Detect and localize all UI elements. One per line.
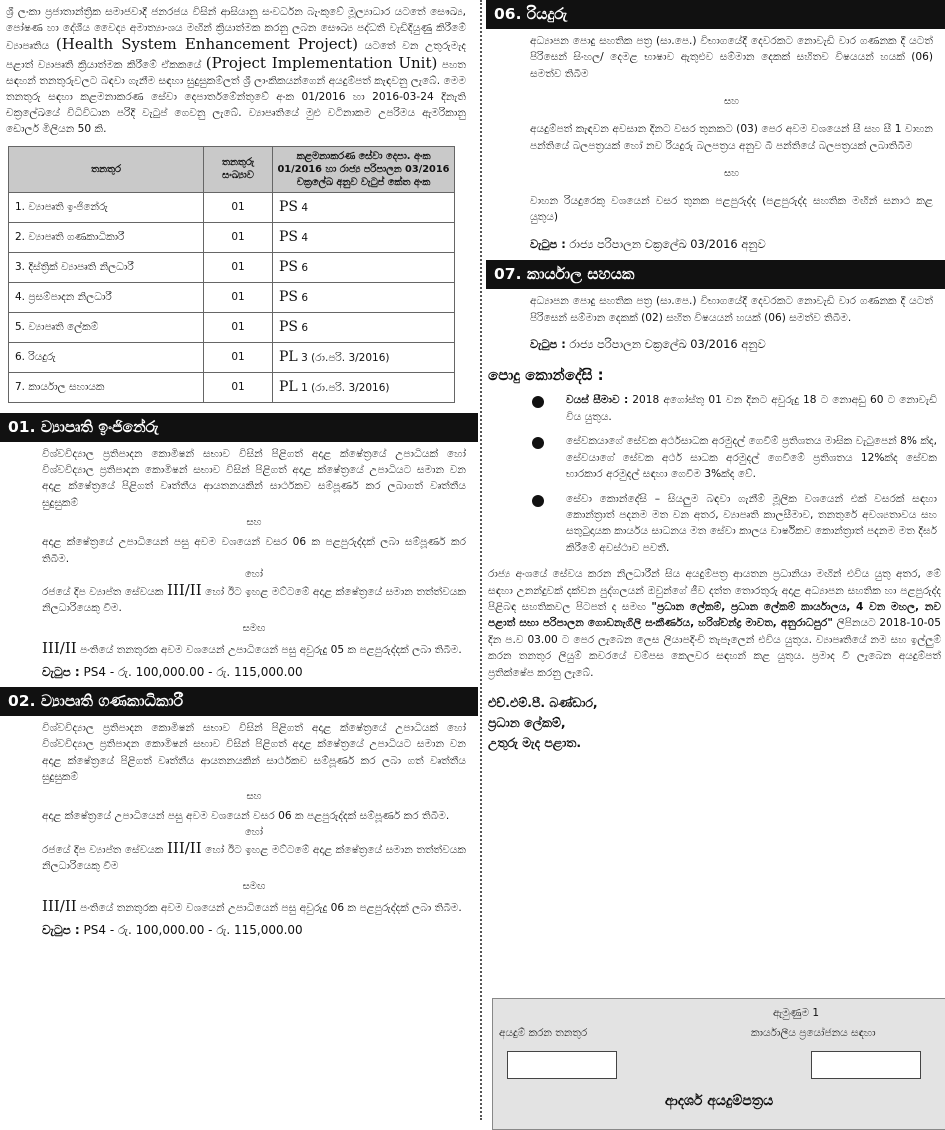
s01-grade: III/II <box>166 581 202 600</box>
header-count: තනතුරු සංඛ්‍යාව <box>204 146 273 192</box>
condition-service <box>486 491 945 557</box>
s06-license: අයදුම්පත් කැඳවන අවසාන දිනට වසර තුනකට (03) පෙර අවම වශයෙන් සී සහ සී 1 වාහන පන්තියේ බලපත්‍රයක් හෝ නව රියදුරු බලපත්‍රය අනුව බී පන්තියේ බලපත්‍රයක් ලබාතිබීම <box>530 123 933 152</box>
s07-salary-label: වැටුප : <box>530 337 566 352</box>
submission-address: "ප්‍රධාන ලේකම්, ප්‍රධාන ලේකම් කාර්යාලය, 4 වන මහල, නව පළාත් සභා පරිපාලන ගොඩනැගිලි සංකීර්ණය, හරිශ්චන්ද්‍ර මාවත, අනුරාධපුර" <box>488 600 942 630</box>
salary-code-step: 3 <box>301 352 308 365</box>
s02-with: සමඟ <box>242 880 266 892</box>
intro-text-a: ශ්‍රී ලංකා ප්‍රජාතාන්ත්‍රික සමාජවාදී ජනරජය විසින් ආසියානු සංවර්ධන බැංකුවේ මූල්‍යාධාර යටතේ සෞඛ්‍ය, පෝෂණ හා දේශීය වෛද්‍ය අමාත්‍යාංශය මඟින් ක්‍රියාත්මක කරනු ලබන සෞඛ්‍ය පද්ධති වැඩිදියුණු කිරීමේ ව්‍යාපෘතිය <box>6 6 466 53</box>
post-count: 01 <box>204 222 273 252</box>
salary-code <box>273 252 455 282</box>
signatory-province: උතුරු මැද පළාත. <box>488 734 582 750</box>
left-column <box>0 0 478 938</box>
column-divider <box>480 0 482 1120</box>
post-name: 4. ප්‍රසම්පාදන නිලධාරී <box>9 282 204 312</box>
post-count: 01 <box>204 372 273 402</box>
s02-qualification: විශ්වවිද්‍යාල ප්‍රතිපාදන කොමිෂන් සභාව විසින් පිළිගත් අදාළ ක්ෂේත්‍රයේ උපාධියක් හෝ විශ්වවිද්‍යාල ප්‍රතිපාදන කොමිෂන් සභාව විසින් පිළිගත් අදාළ ක්ෂේත්‍රයේ උපාධියට සමාන වන අදාළ ක්ෂේත්‍රයේ පිළිගත් වෘත්තීය ආයතනයකින් සාර්ථකව සම්පූර්ණ කර ලබා ගත් වෘත්තීය සුදුසුකම් <box>42 721 466 783</box>
s06-salary-label: වැටුප : <box>530 236 566 251</box>
condition-epf <box>486 433 945 482</box>
form-title: ආදර්ශ අයදුම්පත්‍රය <box>664 1093 774 1109</box>
post-count: 01 <box>204 312 273 342</box>
post-count: 01 <box>204 342 273 372</box>
submission-text-a: රාජ්‍ය අංශයේ සේවය කරන නිලධාරීන් සිය අයදුම්පත්‍ර ආයතන ප්‍රධානියා මඟින් එවිය යුතු අතර, මේ සඳහා උනන්දුවක් දක්වන පුද්ගලයන් ඔවුන්ගේ ජීව දත්ත තොරතුරු අදාළ අධ්‍යාපන සහතික හා පළපුරුද්ද පිළිබඳ සහතිකවල පිටපත් ද සමඟ <box>488 568 941 613</box>
s02-officer-a: රජයේ දිප ව්‍යාප්ත සේවයක <box>42 843 164 856</box>
post-applied-field[interactable] <box>507 1051 617 1079</box>
posts-table <box>8 146 455 403</box>
s02-and: සහ <box>246 791 262 803</box>
table-header-row <box>9 146 455 192</box>
table-row <box>9 312 455 342</box>
post-name: 1. ව්‍යාපෘති ඉංජිනේරු <box>9 192 204 222</box>
s01-officer <box>42 582 466 617</box>
table-row <box>9 252 455 282</box>
s02-experience: අදාළ ක්ෂේත්‍රයේ උපාධියෙන් පසු අවම වශයෙන් වසර 06 ක පළපුරුද්දක් සම්පූර්ණ කර තිබීම. <box>42 810 450 823</box>
s01-qualification: විශ්වවිද්‍යාල ප්‍රතිපාදන කොමිෂන් සභාව විසින් පිළිගත් අදාළ ක්ෂේත්‍රයේ උපාධියක් හෝ විශ්වවිද්‍යාල ප්‍රතිපාදන කොමිෂන් සභාව විසින් පිළිගත් අදාළ ක්ෂේත්‍රයේ උපාධියට සමාන වන අදාළ ක්ෂේත්‍රයේ පිළිගත් වෘත්තීය ආයතනයකින් සාර්ථකව සම්පූර්ණ කර ලබාගත් වෘත්තීය සුදුසුකම් <box>42 447 466 509</box>
s07-salary-value: රාජ්‍ය පරිපාලන චක්‍රලේඛ 03/2016 අනුව <box>569 337 766 352</box>
s02-salary-label: වැටුප : <box>42 922 80 937</box>
application-form-box <box>492 998 945 1130</box>
right-column <box>486 0 945 753</box>
section-07-body <box>486 289 945 352</box>
s01-salary-label: වැටුප : <box>42 665 80 680</box>
salary-code <box>273 342 455 372</box>
s07-education: අධ්‍යාපන පොදු සහතික පත්‍ර (සා.පෙ.) විභාගයේදී දෙවරකට නොවැඩි වාර ගණනක දී යටත් පිරිසෙන් සම්මාන දෙකක් (02) සහිත විෂයයන් හයක් (06) සමත්ව තිබීම. <box>530 295 934 324</box>
section-06-header: 06. රියදුරු <box>486 0 945 29</box>
s06-education: අධ්‍යාපන පොදු සහතික පත්‍ර (සා.පෙ.) විභාගයේදී දෙවරකට නොවැඩි වාර ගණනක දී යටත් පිරිසෙන් සිංහල/ දෙමළ භාෂාව ඇතුළුව සම්මාන දෙකක් සහිතව විෂයයන් හයක් (06) සමත්ව තිබීම <box>530 35 934 80</box>
epf-text: සේවකයාගේ සේවක අර්ථසාධක අරමුදල් ගෙවීම් ප්‍රතිශතය මාසික වැටුපෙන් 8% ක්ද, සේවයාගේ සේවක අර්ථ සාධක අරමුදල් ගෙවීමේ ප්‍රතිශතය 12%ක්ද සේවක භාරකාර අරමුදල් සඳහා ගෙවීම 3%ක්ද වේ. <box>566 435 937 481</box>
circular-note: (රා.පරි. 3/2016) <box>311 352 390 365</box>
section-01-header: 01. ව්‍යාපෘති ඉංජිනේරු <box>0 413 478 442</box>
salary-code-prefix: PL <box>279 379 298 396</box>
salary-code-step: 6 <box>301 262 309 275</box>
header-post: තනතුර <box>9 146 204 192</box>
post-name: 7. කාර්යාල සහායක <box>9 372 204 402</box>
salary-code-prefix: PS <box>279 259 299 276</box>
post-count: 01 <box>204 282 273 312</box>
general-conditions-title: පොදු කොන්දේසි : <box>488 366 604 385</box>
bullet-icon <box>532 396 544 408</box>
post-name: 6. රියදුරු <box>9 342 204 372</box>
office-use-label: කාර්යාලීය ප්‍රයෝජනය සඳහා <box>751 1027 876 1039</box>
signature-block <box>486 693 945 753</box>
office-use-field[interactable] <box>811 1051 921 1079</box>
salary-code <box>273 222 455 252</box>
s02-officer-b: හෝ ඊට ඉහළ මට්ටමේ අදාළ ක්ෂේත්‍රයේ සමාන තත්ත්වයක නිලධාරියෙකු වීම <box>42 843 466 873</box>
s02-class-text: පංතියේ තනතුරක අවම වශයෙන් උපාධියෙන් පසු අවුරුදු 06 ක පළපුරුද්දක් ලබා තිබීම. <box>80 901 462 914</box>
s06-and-1: සහ <box>723 96 740 108</box>
s01-officer-a: රජයේ දිප ව්‍යාප්ත සේවයක <box>42 586 164 599</box>
s01-experience: අදාළ ක්ෂේත්‍රයේ උපාධියෙන් පසු අවම වශයෙන් වසර 06 ක පළපුරුද්දක් ලබා සම්පූර්ණ කර තිබීම. <box>42 536 466 565</box>
post-count: 01 <box>204 192 273 222</box>
s06-salary <box>530 236 933 252</box>
section-01-body <box>0 442 478 681</box>
annex-label: ඇමුණුම 1 <box>773 1007 820 1019</box>
s06-salary-value: රාජ්‍ය පරිපාලන චක්‍රලේඛ 03/2016 අනුව <box>569 236 766 251</box>
circular-note: (රා.පරි. 3/2016) <box>311 382 390 395</box>
table-row <box>9 372 455 402</box>
section-02-header: 02. ව්‍යාපෘති ගණකාධිකාරී <box>0 687 478 716</box>
table-row <box>9 222 455 252</box>
s01-class: III/II <box>42 638 77 657</box>
salary-code <box>273 312 455 342</box>
s01-class-text: පංතියේ තනතුරක අවම වශයෙන් උපාධියෙන් පසු අවුරුදු 05 ක පළපුරුද්දක් ලබා තිබීම. <box>80 643 462 656</box>
intro-text-b: යටතේ වන උතුරුමැද පළාත් ව්‍යාපෘති ක්‍රියාත්මක කිරීමේ ඒකකයේ <box>6 40 466 71</box>
unit-name-en: (Project Implementation Unit) <box>205 53 438 72</box>
section-07-header: 07. කාර්යාල සහයක <box>486 260 945 289</box>
table-body <box>9 192 455 402</box>
salary-code-prefix: PL <box>279 349 298 366</box>
signatory-role: ප්‍රධාන ලේකම්, <box>488 714 566 730</box>
intro-paragraph <box>6 4 466 138</box>
condition-age <box>486 392 945 425</box>
submission-text-b: ලිපිනයට 2018-10-05 දින ප.ව 03.00 ට පෙර ලැබෙන ලෙස ලියාපදිංචි තැපෑලෙන් එවිය යුතුය. ව්‍යාපෘතියේ නම සහ ඉල්ලුම් කරන තනතුර ලියුම් කවරයේ වම්පස කෙලවර සඳහන් කළ යුතුය. ප්‍රමාද වී ලැබෙන අයදුම්පත් ප්‍රතික්ෂේප කරනු ලැබේ. <box>488 617 941 679</box>
bullet-icon <box>532 437 544 449</box>
salary-code-prefix: PS <box>279 319 299 336</box>
post-name: 5. ව්‍යාපෘති ලේකම් <box>9 312 204 342</box>
intro-text-c: පහත සඳහන් තනතුරුවලට බඳවා ගැනීම සඳහා සුදුසුකම්ලත් ශ්‍රී ලාංකිකයන්ගෙන් අයදුම්පත් කැඳවනු ලැබේ. මෙම තනතුරු සඳහා කළමනාකරණ සේවා දෙපාර්තමේන්තුවේ අංක 01/2016 හා 2016-03-24 දිනැති චක්‍රලේඛයේ විධිවිධාන පරිදි වැටුප් ගෙවනු ලැබේ. ව්‍යාපෘතියේ මුළු වටිනාකම උපරිමය ඇමරිකානු ඩොලර් මිලියන 50 කි. <box>6 58 467 136</box>
s01-class-experience <box>42 640 466 658</box>
salary-code <box>273 372 455 402</box>
s01-with: සමඟ <box>242 622 266 634</box>
s02-class: III/II <box>42 896 77 915</box>
s06-driving-experience: වාහන රියදුරෙකු වශයෙන් වසර තුනක පළපුරුද්ද (පළපුරුද්ද සහතික මඟින් සනාථ කළ යුතුය) <box>530 195 933 224</box>
s02-class-experience <box>42 898 466 916</box>
salary-code-step: 4 <box>301 232 309 245</box>
post-name: 3. දිස්ත්‍රික් ව්‍යාපෘති නිලධාරී <box>9 252 204 282</box>
intro-block <box>0 0 478 138</box>
s02-or: හෝ <box>245 826 263 838</box>
project-name-en: (Health System Enhancement Project) <box>55 35 358 54</box>
post-count: 01 <box>204 252 273 282</box>
bullet-icon <box>532 495 544 507</box>
section-02-body <box>0 716 478 939</box>
salary-code-step: 6 <box>301 292 309 305</box>
salary-code <box>273 282 455 312</box>
s02-salary <box>42 922 466 938</box>
salary-code-prefix: PS <box>279 229 299 246</box>
s01-salary-value: PS4 - රු. 100,000.00 - රු. 115,000.00 <box>83 665 303 680</box>
table-row <box>9 342 455 372</box>
salary-code-step: 6 <box>301 322 309 335</box>
age-limit: 2018 අගෝස්තු 01 වන දිනට අවුරුදු 18 ට නොඅඩු 60 ට නොවැඩි විය යුතුය. <box>566 394 937 423</box>
service-text: සේවා කොන්දේසි – සියලුම බඳවා ගැනීම් මූලික වශයෙන් එක් වසරක් සඳහා කොන්ත්‍රාත් පදනම මත වන අතර, ව්‍යාපෘති කාලසීමාව, තනතුරේ අවශ්‍යතාවය සහ සතුටුදායක කාර්යය සාධනය මත සේවා කාලය වාර්ෂිකව කොන්ත්‍රාත් පදනම මත දීර්ඝ කිරීමේ අවස්ථාව පවතී. <box>566 492 937 554</box>
salary-code-step: 1 <box>301 382 308 395</box>
s01-or: හෝ <box>245 569 263 581</box>
s02-officer <box>42 840 466 875</box>
age-label: වයස් සීමාව : <box>566 394 629 407</box>
signatory-name: එච්.එම්.පී. බණ්ඩාර, <box>488 694 598 710</box>
s02-grade: III/II <box>166 838 202 857</box>
s07-salary <box>530 336 933 352</box>
s01-officer-b: හෝ ඊට ඉහළ මට්ටමේ අදාළ ක්ෂේත්‍රයේ සමාන තත්ත්වයක නිලධාරියෙකු වීම. <box>42 586 466 615</box>
s01-and: සහ <box>246 517 262 529</box>
salary-code-prefix: PS <box>279 199 299 216</box>
post-applied-label: අයදුම් කරන තනතුර <box>499 1027 588 1039</box>
s02-salary-value: PS4 - රු. 100,000.00 - රු. 115,000.00 <box>83 922 303 937</box>
salary-code-step: 4 <box>301 202 309 215</box>
section-06-body <box>486 29 945 252</box>
s01-salary <box>42 664 466 680</box>
table-row <box>9 282 455 312</box>
header-salary-code: කළමනාකරණ සේවා දෙපා. අංක 01/2016 හා රාජ්‍ය පරිපාලන 03/2016 චක්‍රලේඛ අනුව වැටුප් කේත අංක <box>273 146 455 192</box>
s06-and-2: සහ <box>723 168 740 180</box>
table-row <box>9 192 455 222</box>
submission-instructions <box>488 566 941 681</box>
salary-code <box>273 192 455 222</box>
salary-code-prefix: PS <box>279 289 299 306</box>
post-name: 2. ව්‍යාපෘති ගණකාධිකාරී <box>9 222 204 252</box>
